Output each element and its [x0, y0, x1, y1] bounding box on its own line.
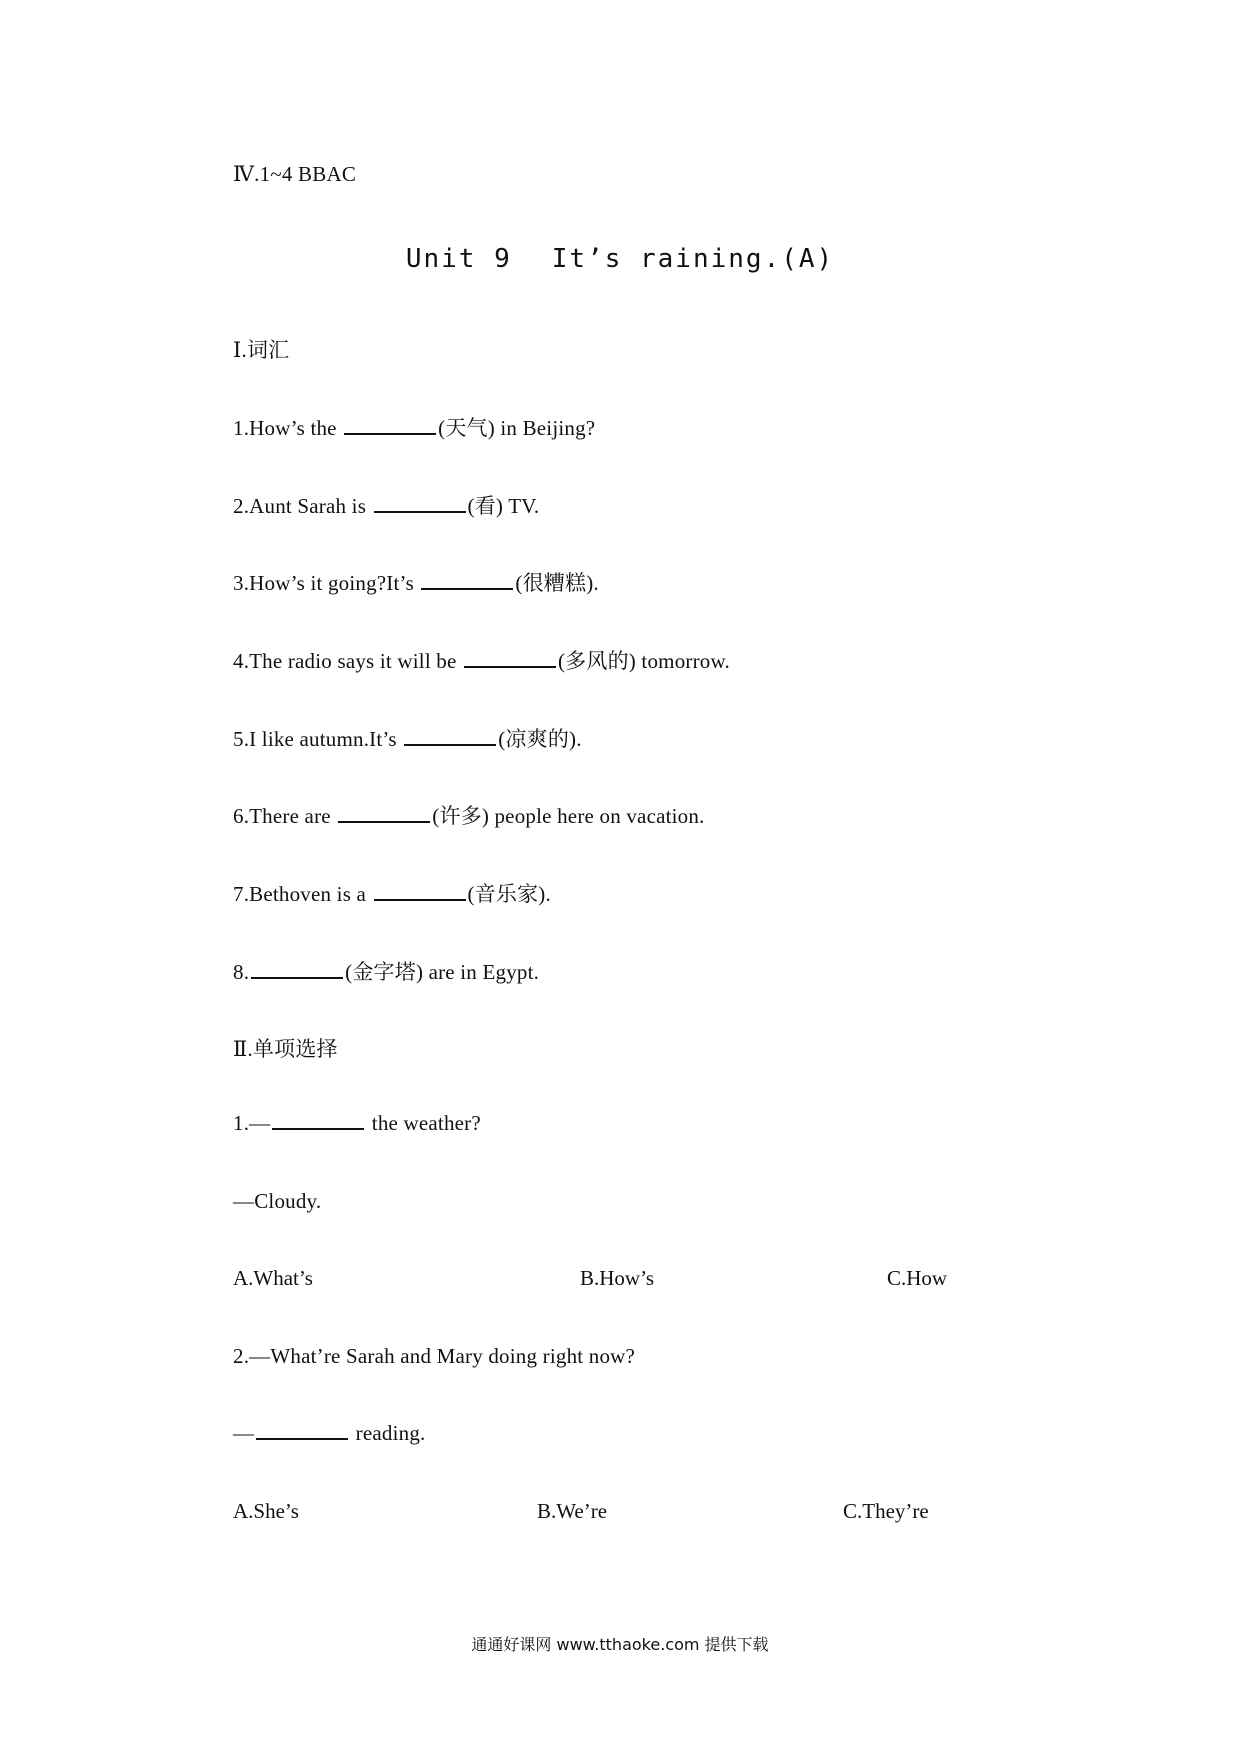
answer-blank [338, 805, 430, 823]
vocab-item-8: 8. (金字塔) are in Egypt. [233, 960, 540, 984]
choice-answer-2: — reading. [233, 1421, 426, 1445]
section-1-heading: Ⅰ.词汇 [233, 338, 290, 362]
answer-blank [374, 495, 466, 513]
title-lesson: It’s raining.(A) [551, 244, 835, 274]
answer-blank [464, 650, 556, 668]
answer-blank [374, 883, 466, 901]
page-title [0, 244, 1240, 274]
answers-line: Ⅳ.1~4 BBAC [233, 162, 357, 186]
answer-blank [404, 728, 496, 746]
page-footer: 通通好课网 www.tthaoke.com 提供下载 [471, 1635, 769, 1654]
answer-blank [251, 961, 343, 979]
answer-blank [256, 1422, 348, 1440]
option-c: C.How [887, 1266, 948, 1290]
section-2-heading: Ⅱ.单项选择 [233, 1037, 338, 1061]
answer-blank [344, 417, 436, 435]
answer-blank [421, 572, 513, 590]
answer-blank [272, 1112, 364, 1130]
vocab-item-5: 5.I like autumn.It’s (凉爽的). [233, 727, 582, 751]
option-a: A.What’s [233, 1266, 313, 1290]
option-b: B.We’re [537, 1499, 608, 1523]
option-c: C.They’re [843, 1499, 929, 1523]
option-b: B.How’s [580, 1266, 655, 1290]
vocab-item-2: 2.Aunt Sarah is (看) TV. [233, 494, 540, 518]
vocab-item-7: 7.Bethoven is a (音乐家). [233, 882, 551, 906]
vocab-item-4: 4.The radio says it will be (多风的) tomorrow. [233, 649, 730, 673]
choice-question-1: 1.— the weather? [233, 1111, 481, 1135]
option-a: A.She’s [233, 1499, 299, 1523]
choice-answer-1: —Cloudy. [233, 1189, 322, 1213]
title-unit: Unit 9 [405, 244, 512, 274]
vocab-item-6: 6.There are (许多) people here on vacation. [233, 804, 705, 828]
vocab-item-3: 3.How’s it going?It’s (很糟糕). [233, 571, 599, 595]
choice-question-2: 2.—What’re Sarah and Mary doing right now? [233, 1344, 636, 1368]
vocab-item-1: 1.How’s the (天气) in Beijing? [233, 416, 596, 440]
